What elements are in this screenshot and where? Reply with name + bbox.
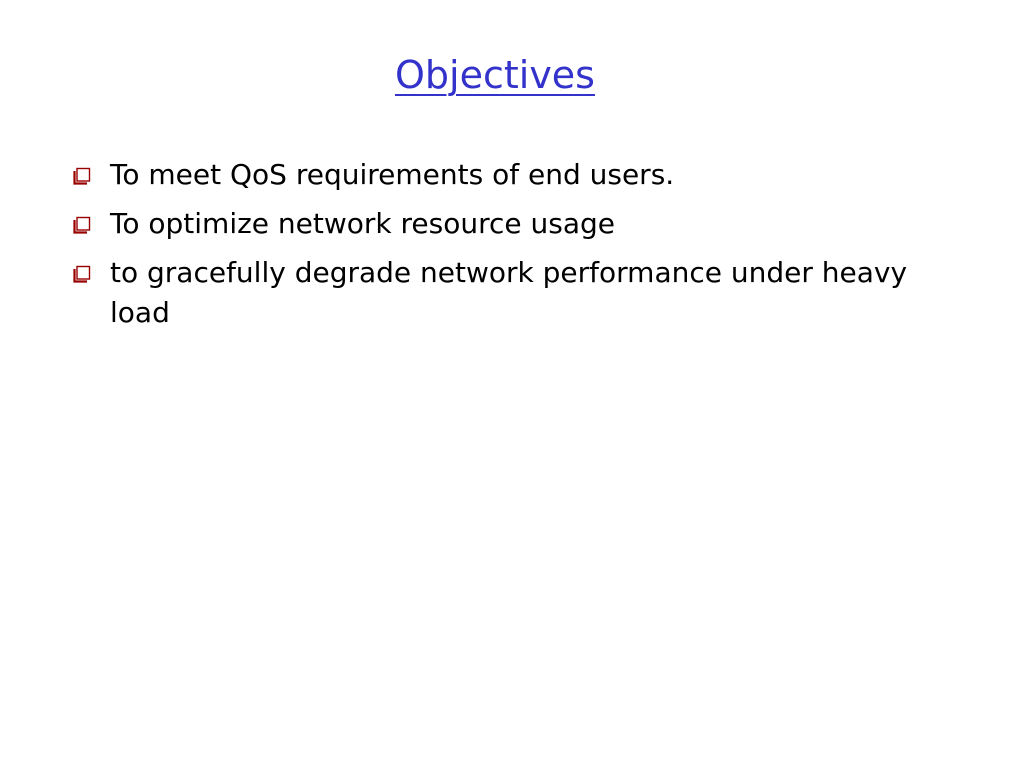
slide-title: Objectives [395,53,595,97]
bullet-text: to gracefully degrade network performance under heavy load [110,256,908,329]
bullet-text: To meet QoS requirements of end users. [110,158,675,191]
bullet-item [70,253,950,333]
bullet-item [70,155,950,195]
bullet-list [70,155,950,342]
checkbox-bullet-icon [73,167,91,185]
bullet-item [70,204,950,244]
bullet-text: To optimize network resource usage [110,207,616,240]
checkbox-bullet-icon [73,216,91,234]
checkbox-bullet-icon [73,265,91,283]
